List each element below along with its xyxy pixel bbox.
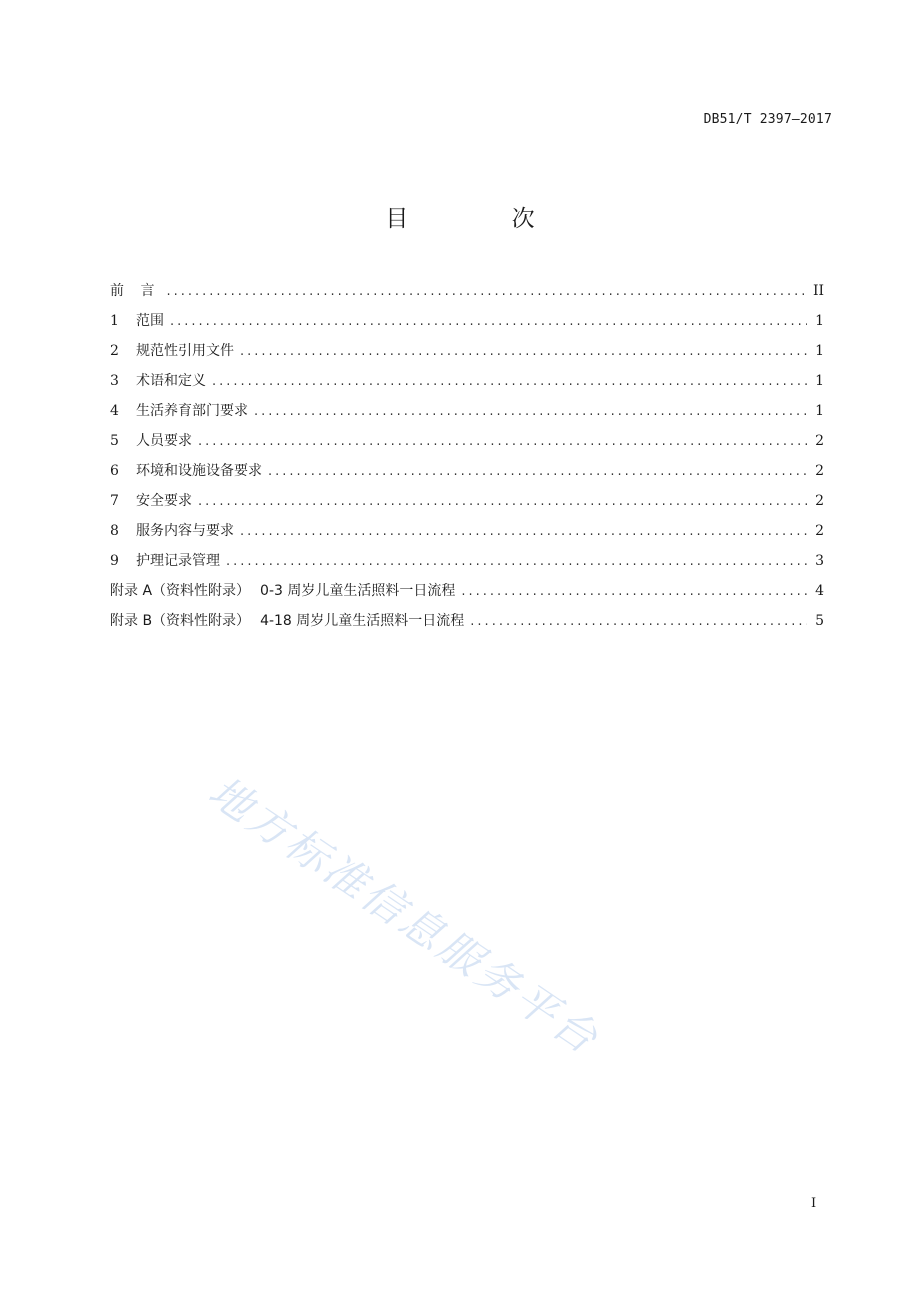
toc-entry-3[interactable] bbox=[110, 366, 824, 396]
toc-entry-number: 3 bbox=[110, 373, 119, 389]
toc-entry-number: 8 bbox=[110, 523, 119, 539]
toc-leader-dots bbox=[198, 427, 807, 457]
toc-leader-dots bbox=[268, 457, 807, 487]
toc-entry-7[interactable] bbox=[110, 486, 824, 516]
toc-entry-label: 范围 bbox=[136, 313, 164, 329]
toc-leader-dots bbox=[198, 487, 807, 517]
toc-leader-dots bbox=[461, 577, 807, 607]
toc-entry-number: 4 bbox=[110, 403, 119, 419]
toc-entry-page: 1 bbox=[815, 313, 824, 329]
toc-entry-number: 5 bbox=[110, 433, 119, 449]
toc-entry-subtitle: 0-3 周岁儿童生活照料一日流程 bbox=[260, 583, 456, 599]
toc-entry-number: 1 bbox=[110, 313, 119, 329]
page-number: I bbox=[811, 1196, 817, 1211]
table-of-contents bbox=[110, 276, 824, 636]
toc-entry-subtitle: 4-18 周岁儿童生活照料一日流程 bbox=[260, 613, 465, 629]
toc-leader-dots bbox=[254, 397, 807, 427]
toc-entry-label: 前 言 bbox=[110, 283, 161, 299]
toc-leader-dots bbox=[212, 367, 807, 397]
toc-entry-page: 2 bbox=[815, 463, 824, 479]
toc-entry-6[interactable] bbox=[110, 456, 824, 486]
toc-entry-1[interactable] bbox=[110, 306, 824, 336]
toc-entry-label: 环境和设施设备要求 bbox=[136, 463, 262, 479]
toc-entry-8[interactable] bbox=[110, 516, 824, 546]
toc-entry-number: 9 bbox=[110, 553, 119, 569]
toc-entry-page: 3 bbox=[815, 553, 824, 569]
toc-entry-page: II bbox=[812, 283, 824, 299]
toc-entry-page: 1 bbox=[815, 403, 824, 419]
toc-entry-label: 规范性引用文件 bbox=[136, 343, 234, 359]
toc-entry-label: 安全要求 bbox=[136, 493, 192, 509]
toc-leader-dots bbox=[166, 277, 804, 307]
toc-entry-label: 术语和定义 bbox=[136, 373, 206, 389]
toc-leader-dots bbox=[170, 307, 807, 337]
toc-entry-label: 生活养育部门要求 bbox=[136, 403, 248, 419]
toc-entry-page: 2 bbox=[815, 493, 824, 509]
toc-leader-dots bbox=[470, 607, 807, 637]
toc-entry-number: 6 bbox=[110, 463, 119, 479]
toc-leader-dots bbox=[226, 547, 807, 577]
toc-leader-dots bbox=[240, 517, 807, 547]
standard-code: DB51/T 2397—2017 bbox=[703, 112, 832, 127]
toc-entry-4[interactable] bbox=[110, 396, 824, 426]
toc-entry-foreword[interactable] bbox=[110, 276, 824, 306]
toc-entry-label: 护理记录管理 bbox=[136, 553, 220, 569]
watermark: 地方标准信息服务平台 bbox=[200, 766, 609, 1065]
toc-entry-label: 附录 A（资料性附录） bbox=[110, 583, 251, 599]
toc-entry-page: 5 bbox=[815, 613, 824, 629]
toc-entry-page: 2 bbox=[815, 523, 824, 539]
toc-entry-number: 2 bbox=[110, 343, 119, 359]
page-title: 目 次 bbox=[385, 206, 583, 232]
toc-entry-page: 1 bbox=[815, 343, 824, 359]
toc-entry-appendix-a[interactable] bbox=[110, 576, 824, 606]
toc-entry-2[interactable] bbox=[110, 336, 824, 366]
toc-entry-number: 7 bbox=[110, 493, 119, 509]
toc-entry-page: 4 bbox=[815, 583, 824, 599]
toc-entry-label: 人员要求 bbox=[136, 433, 192, 449]
toc-entry-page: 1 bbox=[815, 373, 824, 389]
toc-entry-label: 服务内容与要求 bbox=[136, 523, 234, 539]
toc-leader-dots bbox=[240, 337, 807, 367]
toc-entry-5[interactable] bbox=[110, 426, 824, 456]
toc-entry-appendix-b[interactable] bbox=[110, 606, 824, 636]
toc-entry-9[interactable] bbox=[110, 546, 824, 576]
toc-entry-label: 附录 B（资料性附录） bbox=[110, 613, 251, 629]
toc-entry-page: 2 bbox=[815, 433, 824, 449]
